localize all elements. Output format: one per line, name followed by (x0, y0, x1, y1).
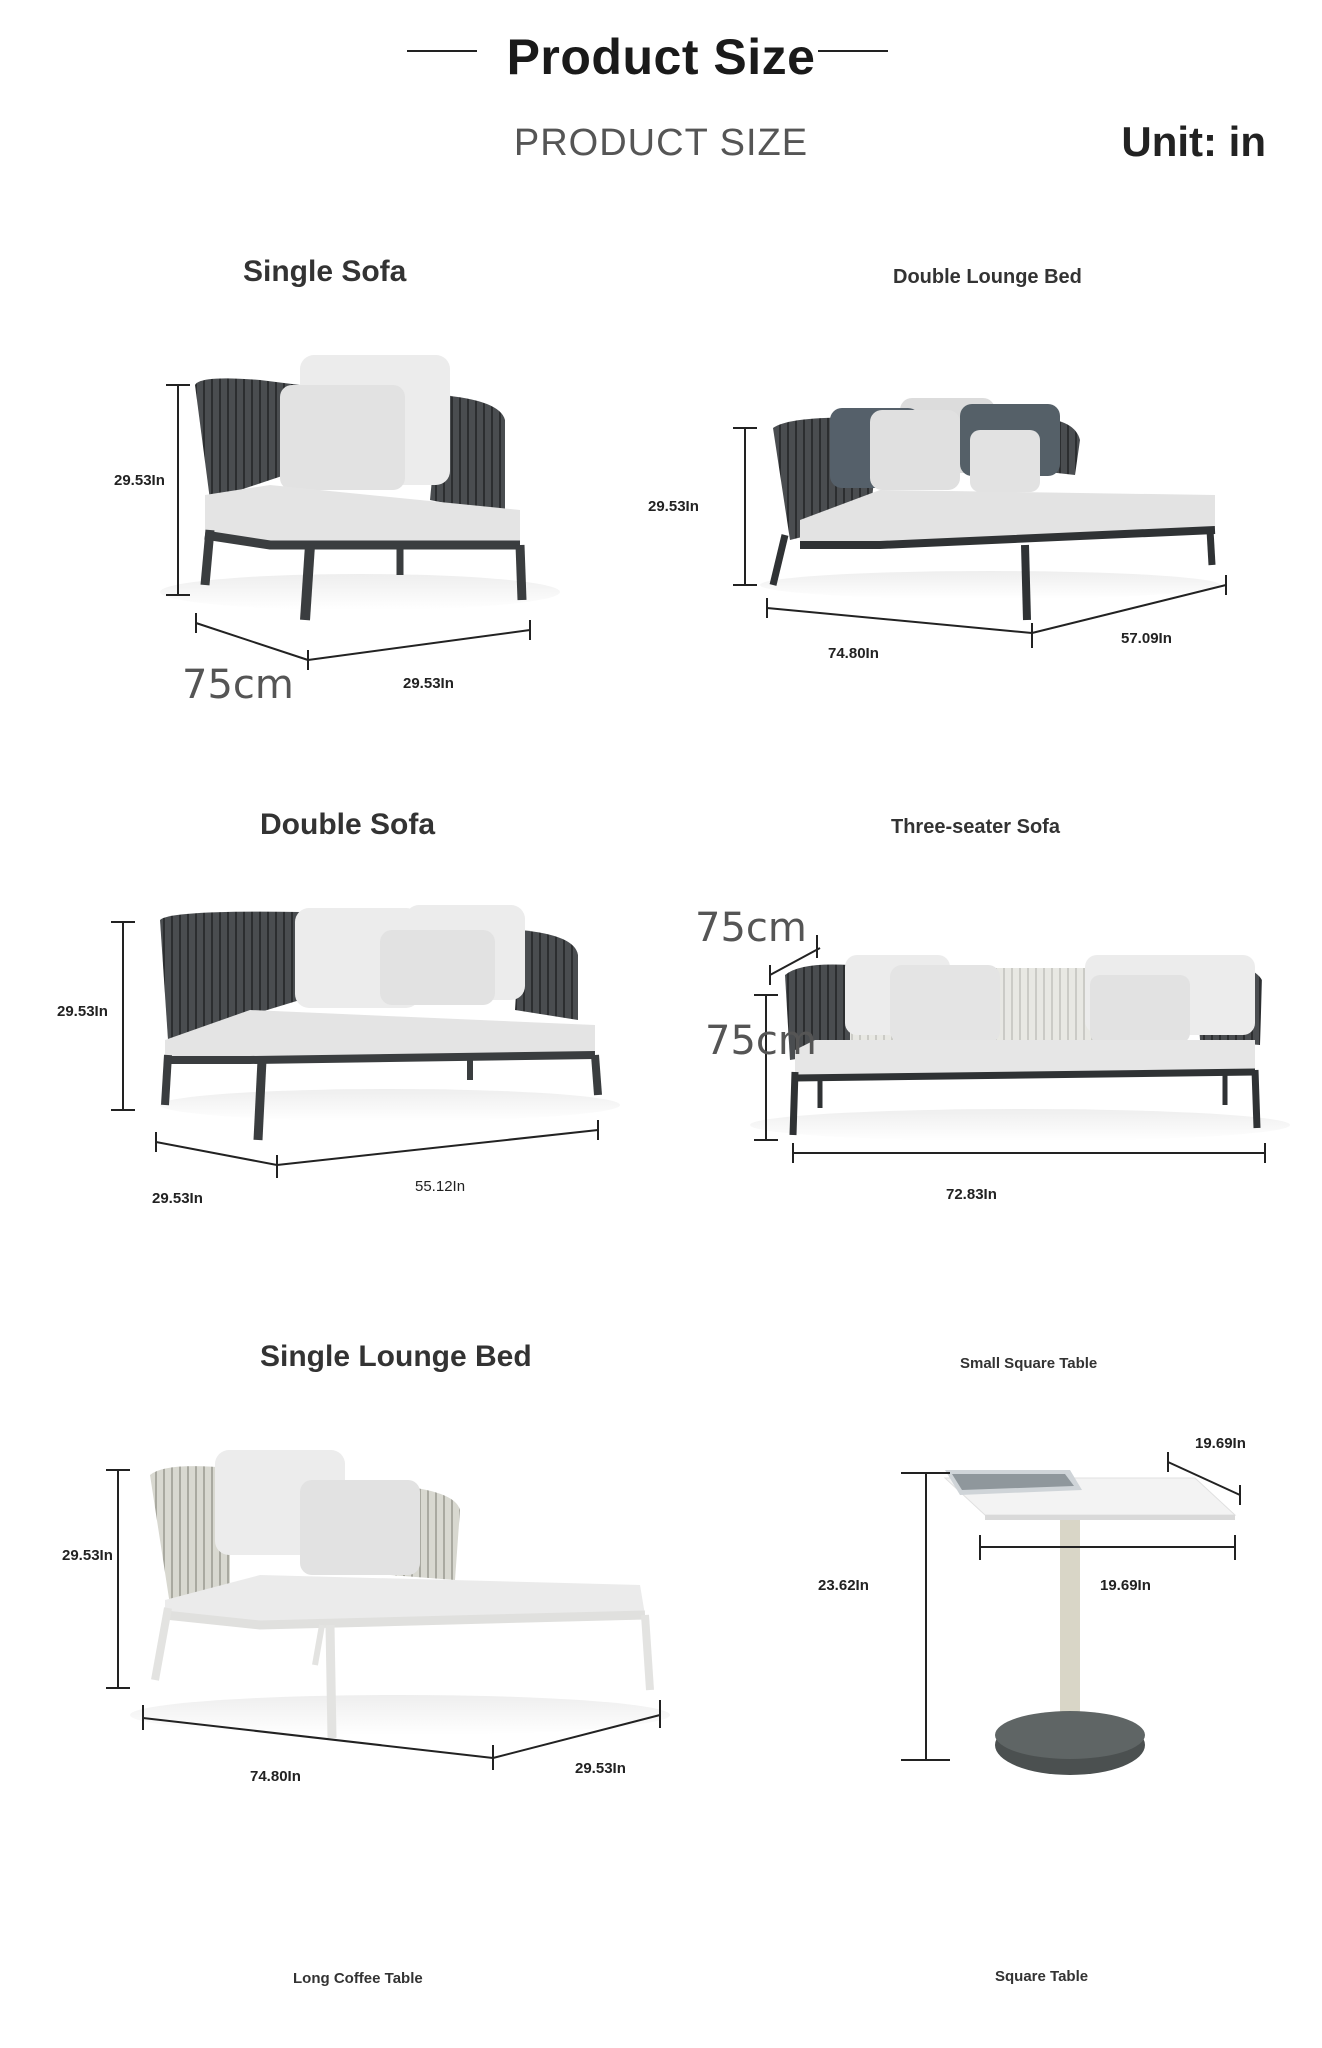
unit-label: Unit: in (1121, 118, 1266, 165)
small-square-table-height: 23.62In (818, 1577, 869, 1594)
three-seater-sofa-cm-side: 75cm (705, 1018, 817, 1064)
three-seater-sofa-width: 72.83In (946, 1186, 997, 1203)
double-sofa-title: Double Sofa (260, 808, 436, 841)
small-square-table-drawing (901, 1452, 1240, 1775)
double-lounge-bed-width: 57.09In (1121, 630, 1172, 647)
small-square-table-width: 19.69In (1100, 1577, 1151, 1594)
single-sofa-height: 29.53In (114, 472, 165, 489)
double-lounge-bed-title: Double Lounge Bed (893, 266, 1082, 288)
single-sofa-title: Single Sofa (243, 255, 407, 288)
single-lounge-bed-height: 29.53In (62, 1547, 113, 1564)
three-seater-sofa-drawing (750, 935, 1290, 1163)
double-lounge-bed-drawing (733, 398, 1226, 648)
double-sofa-depth: 29.53In (152, 1190, 203, 1207)
page-title: Product Size (506, 29, 816, 85)
single-lounge-bed-title: Single Lounge Bed (260, 1340, 532, 1373)
small-square-table-title: Small Square Table (960, 1355, 1098, 1372)
single-lounge-bed-drawing (106, 1450, 670, 1770)
single-lounge-bed-width: 29.53In (575, 1760, 626, 1777)
double-lounge-bed-height: 29.53In (648, 498, 699, 515)
double-lounge-bed-length: 74.80In (828, 645, 879, 662)
double-sofa-width: 55.12In (415, 1178, 466, 1195)
single-sofa-width: 29.53In (403, 675, 454, 692)
three-seater-sofa-title: Three-seater Sofa (891, 816, 1060, 838)
double-sofa-height: 29.53In (57, 1003, 108, 1020)
small-square-table-depth: 19.69In (1195, 1435, 1246, 1452)
page-subtitle: PRODUCT SIZE (513, 122, 809, 164)
double-sofa-drawing (111, 905, 620, 1178)
square-table-title: Square Table (995, 1968, 1089, 1985)
single-lounge-bed-length: 74.80In (250, 1768, 301, 1785)
single-sofa-cm-note: 75cm (182, 662, 294, 708)
long-coffee-table-title: Long Coffee Table (293, 1970, 423, 1987)
single-sofa-drawing (160, 355, 560, 670)
three-seater-sofa-cm-top: 75cm (695, 905, 807, 951)
